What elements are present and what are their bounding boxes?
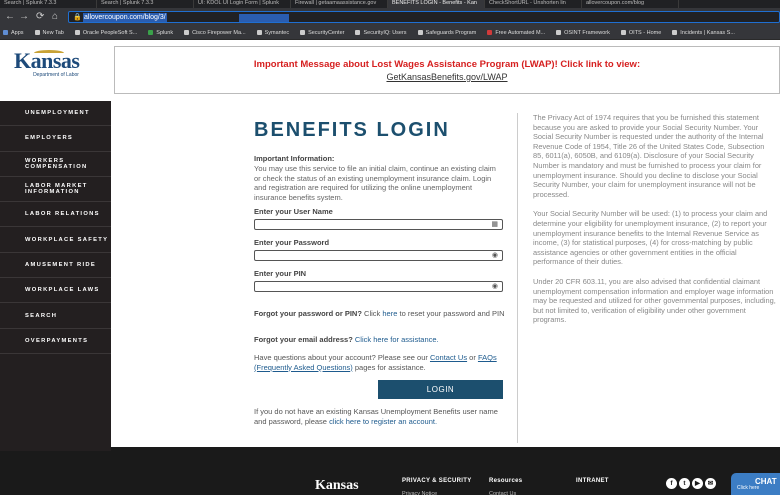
bookmark-label: OSINT Framework — [564, 30, 610, 36]
social-links — [666, 478, 718, 489]
bookmark-favicon-icon — [487, 30, 492, 35]
bookmark-item[interactable] — [32, 26, 64, 40]
keyboard-icon[interactable]: ▦ — [491, 221, 498, 228]
questions-lead: Have questions about your account? Please see our — [254, 353, 428, 362]
bookmark-label: Symantec — [264, 30, 290, 36]
sidebar-item-amusement-ride[interactable]: AMUSEMENT RIDE — [0, 253, 111, 278]
reload-icon[interactable]: ⟳ — [36, 11, 45, 22]
questions-or: or — [469, 353, 476, 362]
forward-arrow-icon[interactable]: → — [19, 11, 29, 22]
forgot-password-text — [254, 309, 506, 319]
footer-privacy-link[interactable]: Privacy Notice — [402, 491, 438, 495]
footer-logo[interactable]: Kansas — [315, 478, 359, 493]
bookmark-item[interactable] — [0, 26, 24, 40]
bookmark-item[interactable] — [254, 26, 289, 40]
browser-tab[interactable]: Firewall | getaamaassistance.gov — [291, 0, 388, 8]
bookmark-favicon-icon — [184, 30, 189, 35]
twitter-icon[interactable]: t — [679, 478, 690, 489]
register-text — [254, 407, 506, 426]
bookmark-label: New Tab — [42, 30, 64, 36]
bookmark-label: OITS - Home — [628, 30, 662, 36]
sidebar-item-overpayments[interactable]: OVERPAYMENTS — [0, 329, 111, 354]
sidebar-item-unemployment[interactable]: UNEMPLOYMENT — [0, 101, 111, 126]
facebook-icon[interactable]: f — [666, 478, 677, 489]
pin-label: Enter your PIN — [254, 269, 307, 278]
bookmark-item[interactable] — [297, 26, 344, 40]
sidebar-item-labor-relations[interactable]: LABOR RELATIONS — [0, 202, 111, 227]
url-selection-highlight — [239, 14, 289, 22]
banner-message: Important Message about Lost Wages Assistance Program (LWAP)! Click link to view: — [253, 59, 641, 70]
bookmarks-bar — [0, 26, 780, 40]
forgot-email-lead: Forgot your email address? — [254, 335, 353, 344]
sidebar-item-workplace-safety[interactable]: WORKPLACE SAFETY — [0, 227, 111, 252]
bookmark-favicon-icon — [418, 30, 423, 35]
bookmark-item[interactable] — [415, 26, 477, 40]
chat-sublabel: Click here — [737, 485, 760, 491]
bookmark-label: Cisco Firepower Ma... — [192, 30, 246, 36]
bookmark-favicon-icon — [35, 30, 40, 35]
browser-toolbar — [0, 8, 780, 26]
bookmark-label: Apps — [11, 30, 24, 36]
sidebar-item-search[interactable]: SEARCH — [0, 303, 111, 328]
bookmark-item[interactable] — [72, 26, 137, 40]
browser-tab[interactable]: allovercoupon.com/blog — [582, 0, 679, 8]
lwap-banner — [114, 46, 780, 94]
sidebar-item-employers[interactable]: EMPLOYERS — [0, 126, 111, 151]
bookmark-favicon-icon — [355, 30, 360, 35]
bookmark-label: Free Automated M... — [495, 30, 546, 36]
bookmark-favicon-icon — [75, 30, 80, 35]
address-url[interactable]: allovercoupon.com/blog/3/ — [84, 14, 166, 21]
info-text: You may use this service to file an initial claim, continue an existing claim or check the status of an existing unemployment insurance claim. Login and registration are required for utilizing the online unemployment insurance benefits system. — [254, 164, 496, 202]
forgot-password-click: Click — [364, 309, 381, 318]
reveal-eye-icon[interactable]: ◉ — [491, 283, 498, 290]
main-content — [111, 101, 780, 447]
password-label: Enter your Password — [254, 238, 330, 247]
logo-swoosh-icon — [34, 50, 64, 56]
bookmark-favicon-icon — [672, 30, 677, 35]
register-link[interactable]: click here to register an account. — [329, 416, 438, 426]
privacy-paragraph: Your Social Security Number will be used: (1) to process your claim and determine your eligibility for unemployment insurance, (2) to report your unemployment insurance benefits to the Internal Revenue Service as income, (3) for statistical purposes, (4) for cross-matching by public assistance agencies or other government entities in the official performance of their duties. — [533, 209, 768, 267]
sidebar-nav — [0, 101, 111, 451]
sidebar-item-labor-market-information[interactable]: LABOR MARKET INFORMATION — [0, 177, 111, 202]
page-header — [0, 40, 780, 101]
bookmark-favicon-icon — [300, 30, 305, 35]
chat-button[interactable] — [731, 473, 780, 495]
logo-name: Kansas — [14, 48, 80, 73]
bookmark-favicon-icon — [3, 30, 8, 35]
questions-tail: pages for assistance. — [354, 362, 426, 372]
browser-tab[interactable]: CheckShortURL - Unshorten lin — [485, 0, 582, 8]
faq-link[interactable]: FAQs (Frequently Asked Questions) — [254, 353, 497, 372]
youtube-icon[interactable]: ▶ — [692, 478, 703, 489]
browser-tab[interactable]: UI: KDOL UI Login Form | Splunk — [194, 0, 291, 8]
kansas-dol-logo[interactable] — [14, 48, 98, 98]
contact-us-link[interactable]: Contact Us — [429, 353, 468, 362]
bookmark-label: Splunk — [156, 30, 174, 36]
username-input[interactable] — [254, 219, 503, 230]
logo-subtitle: Department of Labor — [33, 72, 79, 78]
bookmark-item[interactable] — [352, 26, 406, 40]
login-button[interactable]: LOGIN — [378, 380, 503, 399]
privacy-statement — [517, 113, 780, 443]
forgot-password-link[interactable]: here — [382, 309, 398, 318]
browser-tab[interactable]: Search | Splunk 7.3.3 — [0, 0, 97, 8]
privacy-paragraph: Under 20 CFR 603.11, you are also advised that confidential claimant unemployment compensation information and employer wage information may be requested and utilized for other governmental purposes, including, but not limited to, verification of eligibility under other government programs. — [533, 276, 776, 325]
bookmark-favicon-icon — [257, 30, 262, 35]
lock-icon: 🔒 — [73, 14, 82, 21]
home-icon[interactable]: ⌂ — [52, 11, 59, 22]
bookmark-label: Oracle PeopleSoft S... — [82, 30, 138, 36]
sidebar-item-workers-compensation[interactable]: WORKERS COMPENSATION — [0, 152, 111, 177]
privacy-paragraph: The Privacy Act of 1974 requires that you be furnished this statement because you are asked to provide your Social Security Number. Your Social Security Number is requested under the authority of the Internal Revenue Code of 1954, Title 26 of the United States Code, Subsection 85, 6011(a), 6050B, and 6109(a). Disclosure of your Social Security Number is mandatory and must be furnished to process your claim for unemployment insurance. Should you decline to disclose your Social Security Number, your claim for unemployment insurance will not be processed. — [533, 113, 765, 199]
chat-label: CHAT — [755, 477, 777, 486]
forgot-email-link[interactable]: Click here for assistance. — [354, 335, 439, 344]
browser-tab[interactable]: Search | Splunk 7.3.3 — [97, 0, 194, 8]
footer-resources-heading[interactable]: Resources — [489, 478, 523, 484]
bookmark-label: Incidents | Kansas S... — [680, 30, 735, 36]
address-bar[interactable] — [68, 11, 780, 23]
email-icon[interactable]: ✉ — [705, 478, 716, 489]
browser-tab-strip — [0, 0, 780, 8]
sidebar-item-workplace-laws[interactable]: WORKPLACE LAWS — [0, 278, 111, 303]
bookmark-label: SecurityCenter — [308, 30, 345, 36]
info-heading: Important Information: — [254, 154, 335, 163]
bookmark-item[interactable] — [484, 26, 545, 40]
footer-contact-link[interactable]: Contact Us — [489, 491, 517, 495]
bookmark-item[interactable] — [553, 26, 610, 40]
bookmark-item[interactable] — [618, 26, 661, 40]
username-label: Enter your User Name — [254, 207, 333, 216]
bookmark-item[interactable] — [181, 26, 246, 40]
forgot-password-tail: to reset your password and PIN — [399, 309, 505, 318]
register-lead: If you do not have an existing Kansas Unemployment Benefits user name and password, please — [254, 407, 498, 426]
bookmark-favicon-icon — [556, 30, 561, 35]
bookmark-favicon-icon — [148, 30, 153, 35]
bookmark-favicon-icon — [621, 30, 626, 35]
banner-link[interactable]: GetKansasBenefits.gov/LWAP — [386, 72, 508, 82]
footer-privacy-heading[interactable]: PRIVACY & SECURITY — [402, 478, 472, 484]
password-input[interactable] — [254, 250, 503, 261]
reveal-eye-icon[interactable]: ◉ — [491, 252, 498, 259]
forgot-password-lead: Forgot your password or PIN? — [254, 309, 362, 318]
bookmark-item[interactable] — [145, 26, 173, 40]
page-title: BENEFITS LOGIN — [254, 119, 450, 141]
forgot-email-text — [254, 335, 506, 345]
questions-text — [254, 353, 506, 372]
browser-tab[interactable]: BENEFITS LOGIN - Benefits - Kan — [388, 0, 485, 8]
bookmark-item[interactable] — [669, 26, 735, 40]
back-arrow-icon[interactable]: ← — [5, 11, 15, 22]
bookmark-label: Safeguards Program — [425, 30, 477, 36]
page-footer — [0, 451, 780, 495]
footer-intranet-heading[interactable]: INTRANET — [576, 478, 609, 484]
bookmark-label: SecurityIQ: Users — [363, 30, 407, 36]
pin-input[interactable] — [254, 281, 503, 292]
